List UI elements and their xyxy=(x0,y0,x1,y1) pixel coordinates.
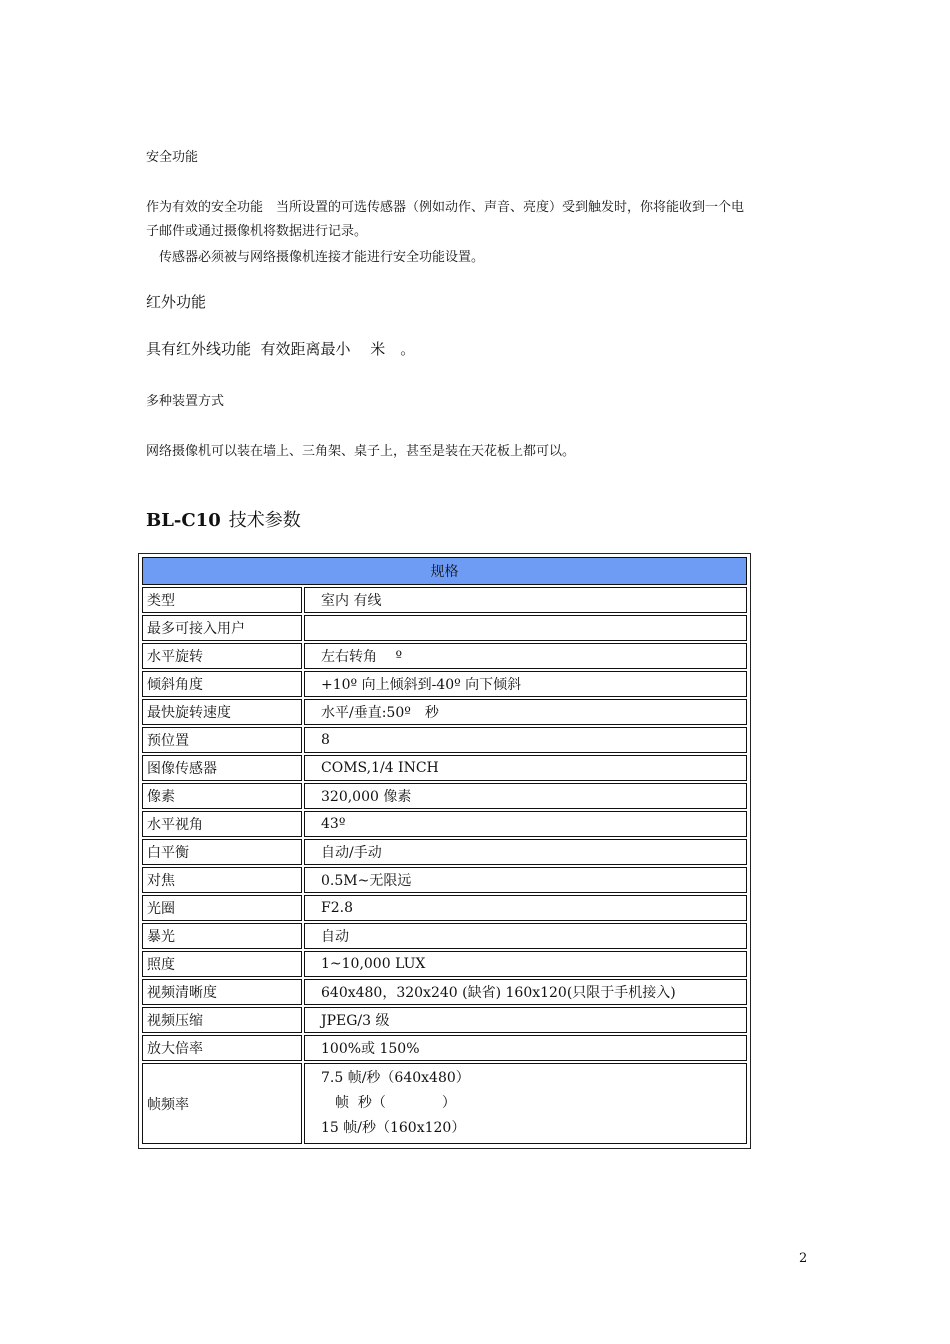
table-row xyxy=(142,839,747,865)
spec-label: 视频压缩 xyxy=(142,1007,302,1033)
table-row xyxy=(142,1063,747,1144)
spec-label: 照度 xyxy=(142,951,302,977)
security-heading: 安全功能 xyxy=(146,150,199,165)
spec-title-text: 技术参数 xyxy=(228,510,301,531)
table-row xyxy=(142,1035,747,1061)
spec-label: 预位置 xyxy=(142,727,302,753)
spec-value: 640x480，320x240 (缺省) 160x120(只限于手机接入) xyxy=(304,979,747,1005)
table-row xyxy=(142,587,747,613)
spec-label: 水平视角 xyxy=(142,811,302,837)
spec-label: 放大倍率 xyxy=(142,1035,302,1061)
spec-value: JPEG/3 级 xyxy=(304,1007,747,1033)
spec-value: 100%或 150% xyxy=(304,1035,747,1061)
spec-label: 帧频率 xyxy=(142,1063,302,1144)
table-row xyxy=(142,671,747,697)
spec-label: 视频清晰度 xyxy=(142,979,302,1005)
spec-table xyxy=(138,553,751,1149)
table-row xyxy=(142,867,747,893)
security-paragraph-line-2: 子邮件或通过摄像机将数据进行记录。 xyxy=(146,224,368,239)
table-row xyxy=(142,615,747,641)
spec-label: 类型 xyxy=(142,587,302,613)
table-row xyxy=(142,755,747,781)
spec-label: 最快旋转速度 xyxy=(142,699,302,725)
spec-value: 自动 xyxy=(304,923,747,949)
spec-value: 自动/手动 xyxy=(304,839,747,865)
spec-value: 水平/垂直:50º 秒 xyxy=(304,699,747,725)
table-row xyxy=(142,979,747,1005)
table-row xyxy=(142,643,747,669)
spec-title-model: BL-C10 xyxy=(146,510,221,531)
table-row xyxy=(142,699,747,725)
spec-value: 左右转角 º xyxy=(304,643,747,669)
spec-label: 暴光 xyxy=(142,923,302,949)
table-row xyxy=(142,923,747,949)
table-row xyxy=(142,727,747,753)
table-row xyxy=(142,811,747,837)
spec-value: 43º xyxy=(304,811,747,837)
spec-table-header: 规格 xyxy=(142,557,747,585)
frame-rate-line: 帧 秒（ ） xyxy=(321,1095,456,1111)
table-row xyxy=(142,951,747,977)
table-row xyxy=(142,895,747,921)
security-paragraph-line-3: 传感器必须被与网络摄像机连接才能进行安全功能设置。 xyxy=(146,250,485,265)
page-number: 2 xyxy=(799,1251,808,1266)
spec-label: 光圈 xyxy=(142,895,302,921)
mounting-heading: 多种装置方式 xyxy=(146,394,225,409)
mounting-text: 网络摄像机可以装在墙上、三角架、桌子上，甚至是装在天花板上都可以。 xyxy=(146,444,576,459)
spec-title xyxy=(146,506,301,532)
infrared-text: 具有红外线功能 有效距离最小 米 。 xyxy=(146,340,416,358)
infrared-heading: 红外功能 xyxy=(146,293,207,311)
spec-value-multiline xyxy=(304,1063,747,1144)
spec-value: 0.5M~无限远 xyxy=(304,867,747,893)
spec-value: 8 xyxy=(304,727,747,753)
frame-rate-line: 15 帧/秒（160x120） xyxy=(321,1120,466,1136)
spec-label: 倾斜角度 xyxy=(142,671,302,697)
security-paragraph-line-1: 作为有效的安全功能 当所设置的可选传感器（例如动作、声音、亮度）受到触发时，你将能收到一个电 xyxy=(146,200,745,215)
frame-rate-line: 7.5 帧/秒（640x480） xyxy=(321,1070,470,1086)
spec-value xyxy=(304,615,747,641)
spec-value: F2.8 xyxy=(304,895,747,921)
spec-label: 对焦 xyxy=(142,867,302,893)
spec-label: 像素 xyxy=(142,783,302,809)
table-row xyxy=(142,783,747,809)
spec-value: +10º 向上倾斜到-40º 向下倾斜 xyxy=(304,671,747,697)
spec-value: 1~10,000 LUX xyxy=(304,951,747,977)
spec-value: 室内 有线 xyxy=(304,587,747,613)
spec-label: 白平衡 xyxy=(142,839,302,865)
spec-label: 水平旋转 xyxy=(142,643,302,669)
spec-value: COMS,1/4 INCH xyxy=(304,755,747,781)
spec-label: 图像传感器 xyxy=(142,755,302,781)
table-row xyxy=(142,1007,747,1033)
spec-value: 320,000 像素 xyxy=(304,783,747,809)
spec-label: 最多可接入用户 xyxy=(142,615,302,641)
